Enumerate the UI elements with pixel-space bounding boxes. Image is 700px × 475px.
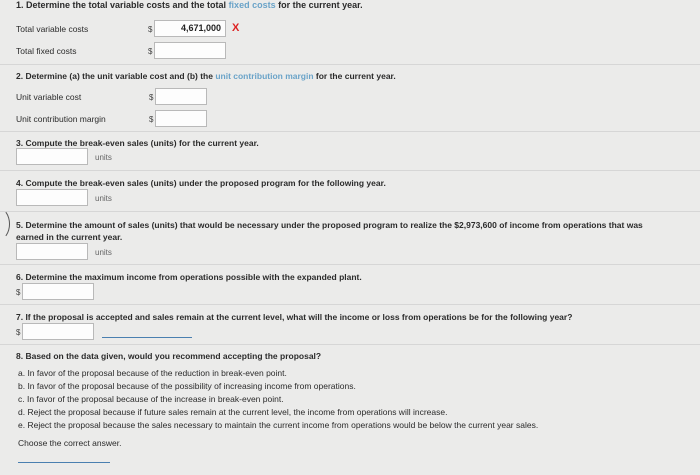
total-fixed-costs-currency: $ <box>148 47 153 56</box>
q3-title: 3. Compute the break-even sales (units) for the current year. <box>16 138 259 148</box>
q4-breakeven-units-input[interactable] <box>16 189 88 206</box>
q7-currency: $ <box>16 328 21 337</box>
q4-title: 4. Compute the break-even sales (units) under the proposed program for the following year. <box>16 178 386 188</box>
total-variable-costs-label: Total variable costs <box>16 24 89 34</box>
q5-units-label: units <box>95 248 112 257</box>
q2-title-suffix: for the current year. <box>313 71 396 81</box>
total-variable-costs-value: 4,671,000 <box>180 23 221 33</box>
unit-variable-cost-input[interactable] <box>155 88 207 105</box>
q1-title-suffix: for the current year. <box>275 0 363 10</box>
q1-title-highlight: fixed costs <box>228 0 276 10</box>
q7-title: 7. If the proposal is accepted and sales remain at the current level, what will the income or loss from operations be for the following year? <box>16 312 573 322</box>
q8-option-c: c. In favor of the proposal because of the increase in break-even point. <box>18 394 284 404</box>
total-variable-costs-currency: $ <box>148 25 153 34</box>
total-fixed-costs-label: Total fixed costs <box>16 46 77 56</box>
unit-contribution-margin-input[interactable] <box>155 110 207 127</box>
q6-currency: $ <box>16 288 21 297</box>
q5-title-line1: 5. Determine the amount of sales (units) that would be necessary under the proposed program to realize the $2,973,600 of income from operations that was <box>16 220 643 230</box>
divider <box>0 344 700 345</box>
q2-title-prefix: 2. Determine (a) the unit variable cost and (b) the <box>16 71 216 81</box>
q2-title <box>16 71 396 81</box>
q3-units-label: units <box>95 153 112 162</box>
curved-arrow-icon <box>0 208 10 240</box>
q6-title: 6. Determine the maximum income from operations possible with the expanded plant. <box>16 272 362 282</box>
q1-title-prefix: 1. Determine the total variable costs and the total <box>16 0 229 10</box>
total-variable-costs-input[interactable] <box>154 20 226 37</box>
divider <box>0 264 700 265</box>
q8-option-a: a. In favor of the proposal because of the reduction in break-even point. <box>18 368 287 378</box>
q7-income-loss-select[interactable] <box>102 337 192 338</box>
q3-breakeven-units-input[interactable] <box>16 148 88 165</box>
divider <box>0 211 700 212</box>
divider <box>0 64 700 65</box>
q8-option-d: d. Reject the proposal because if future sales remain at the current level, the income from operations will increase. <box>18 407 448 417</box>
q5-title-line2: earned in the current year. <box>16 232 123 242</box>
divider <box>0 304 700 305</box>
q7-income-loss-input[interactable] <box>22 323 94 340</box>
unit-contribution-margin-currency: $ <box>149 115 154 124</box>
q4-units-label: units <box>95 194 112 203</box>
q8-prompt: Choose the correct answer. <box>18 438 122 448</box>
q8-option-e: e. Reject the proposal because the sales necessary to maintain the current income from operations would be below the current year sales. <box>18 420 539 430</box>
q1-title <box>16 0 363 10</box>
q8-option-b: b. In favor of the proposal because of the possibility of increasing income from operations. <box>18 381 356 391</box>
q8-answer-select[interactable] <box>18 462 110 463</box>
unit-contribution-margin-label: Unit contribution margin <box>16 114 106 124</box>
divider <box>0 170 700 171</box>
incorrect-x-icon: X <box>232 22 240 34</box>
unit-variable-cost-label: Unit variable cost <box>16 92 82 102</box>
unit-variable-cost-currency: $ <box>149 93 154 102</box>
q8-title: 8. Based on the data given, would you recommend accepting the proposal? <box>16 351 322 361</box>
q6-max-income-input[interactable] <box>22 283 94 300</box>
total-fixed-costs-input[interactable] <box>154 42 226 59</box>
divider <box>0 131 700 132</box>
q5-required-units-input[interactable] <box>16 243 88 260</box>
q2-title-highlight: unit contribution margin <box>215 71 314 81</box>
